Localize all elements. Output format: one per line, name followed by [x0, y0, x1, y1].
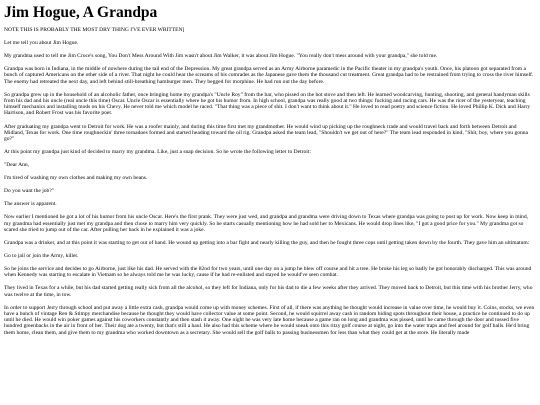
paragraph: The answer is apparent.	[4, 201, 57, 208]
paragraph: After graduating my grandpa went to Detroit for work. He was a roofer mainly, and during this time first met my grandmother. He would wind up picking up the roughneck trade and would travel back and forth between Detroit and Midland, Texas for work. One time roughneckin' three tornadoes formed and started heading toward the oil rig. Grandpa asked the team lead, "Shouldn't we get out of here?" The team lead responded in kind, "Shit, boy, where you gonna go?"	[4, 123, 529, 143]
paragraph: In order to support Jerry through school and put away a little extra cash, grandpa would come up with money schemes. First of all, if there was anything he thought would increase in value over time, he would buy it. Coins, stocks, we even have a bunch of vintage Ren & Stimpy merchandise because he thought they would have collector value at some point. Second, he would squirrel away cash in random hiding spots throughout their house, a practice he continued to do up until he died. He would win poker games against his coworkers constantly and then stash it away. One night he was very late home because a game ran on long and grandma was pissed, until he came through the door and tossed five hundred greenbacks in the air in front of her. Their dog ate a twenty, but that's still a haul. He also had this scheme where he would sneak onto this ritzy golf course at night, go into the water traps and feel around for golf balls. He'd bring them home, clean them, and give them to my grandma who worked downtown as a secretary. She would sell the golf balls to passing businessmen for less than what they could get at the store. He literally made	[4, 304, 535, 336]
paragraph: "Dear Ann,	[4, 162, 30, 169]
paragraph: NOTE THIS IS PROBABLY THE MOST DRY THING I'VE EVER WRITTEN]	[4, 27, 185, 34]
paragraph: Let me tell you about Jim Hogue.	[4, 40, 79, 47]
document-body	[4, 27, 536, 336]
paragraph: Now earlier I mentioned he got a lot of his humor from his uncle Oscar. Here's the first prank. They were just wed, and grandpa and grandma were driving down to Texas where grandpa was going to post up for work. Now keep in mind, my grandma had essentially just met my grandpa and then chose to marry him very quickly. So he starts casually mentioning how he had sold her to Mexicans. He would drop lines like, "I got a good price for you." My grandma got so scared she tried to jump out of the car. After pulling her back in he explained it was a joke.	[4, 214, 528, 233]
paragraph: My grandma used to tell me Jim Croce's song, You Don't Mess Around With Jim wasn't about Jim Walker, it was about Jim Hogue. "You really don't mess around with your grandpa," she told me.	[4, 53, 438, 60]
paragraph: They lived in Texas for a while, but his dad started getting really sick from all the alcohol, so they left for Indiana, only for his dad to die a few weeks after they arrived. They moved back to Detroit, but this time with his brother Jerry, who was twelve at the time, in tow.	[4, 285, 533, 298]
paragraph: So grandpa grew up in the household of an alcoholic father, once bringing home my grandpa's "Uncle Roy" from the bar, who pissed on the hot stove and then left. He learned woodcarving, hunting, shooting, and general handyman skills from his dad and his uncle (real uncle this time) Oscar. Uncle Oscar is essentially where he got his humor from. In high school, grandpa was really good at two things: fucking and racing cars. He was the ricer of the yesteryear, teaching himself mechanics and installing mods on his Chevy. He never told me which model he raced. "That thing was a piece of shit. I don't want to think about it." He loved to read poetry and science fiction. He loved Phillip K. Dick and Harry Harrison, and Robert Frost was his favorite poet.	[4, 91, 531, 117]
paragraph: Do you want the job?"	[4, 188, 55, 195]
paragraph: At this point my grandpa just kind of decided to marry my grandma. Like, just a snap decision. So he wrote the following letter to Detroit:	[4, 149, 311, 156]
paragraph: Grandpa was born in Indiana, in the middle of nowhere during the tail end of the Depression. My great grandpa served as an Army Airborne paramedic in the Pacific theater in my grandpa's youth. Once, his platoon got separated from a bunch of captured Americans on the other side of a river. That night he could hear the screams of his comrades as the Japanese gave them the thousand cut treatment. Great grandpa had to be restrained from trying to cross the river himself. The enemy had retreated the next day, and left behind still-breathing hamburger men. They begged for morphine. He had run out the day before.	[4, 66, 534, 85]
paragraph: Grandpa was a drinker, and at this point it was starting to get out of hand. He wound up getting into a bar fight and nearly killing the guy, and then he fought three cops until getting taken down by the fourth. They gave him an ultimatum:	[4, 239, 530, 246]
paragraph: So he joins the service and decides to go Airborne, just like his dad. He served with the 82nd for two years, until one day on a jump he blew off course and hit a tree. He broke his leg so badly he got honorably discharged. This was around when Kennedy was starting to escalate in Vietnam so he always told me he was lucky, cause if he had re-enlisted and stayed he would've seen combat.	[4, 265, 532, 279]
page-title: Jim Hogue, A Grandpa	[4, 4, 158, 21]
paragraph: I'm tired of washing my own clothes and making my own beans.	[4, 175, 148, 182]
paragraph: Go to jail or join the Army, killer.	[4, 252, 79, 259]
